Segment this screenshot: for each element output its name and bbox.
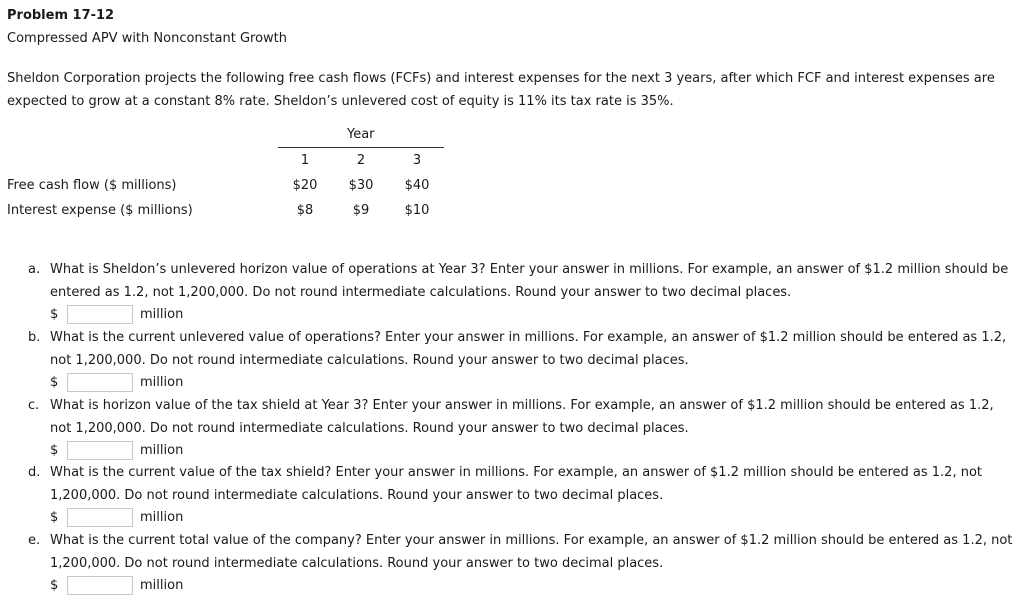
answer-e-input[interactable] [67, 576, 133, 595]
currency-symbol: $ [50, 375, 59, 390]
unit-label: million [140, 375, 184, 390]
problem-subtitle: Compressed APV with Nonconstant Growth [7, 31, 288, 46]
question-text: What is Sheldon’s unlevered horizon value of operations at Year 3? Enter your answer in millions. For example, an answer of $1.2 million should be entered as 1.2, not 1,200,000. Do not round intermediate calculations. Round your answer to two decimal places. [50, 262, 1009, 300]
year-column-1: 1 [300, 153, 310, 168]
fcf-year-2: $30 [348, 178, 374, 193]
currency-symbol: $ [50, 443, 59, 458]
answer-a-input[interactable] [67, 305, 133, 324]
fcf-year-3: $40 [404, 178, 430, 193]
unit-label: million [140, 307, 184, 322]
interest-year-3: $10 [404, 203, 430, 218]
question-letter: c. [28, 398, 40, 413]
unit-label: million [140, 510, 184, 525]
interest-year-1: $8 [296, 203, 314, 218]
problem-intro: Sheldon Corporation projects the following free cash flows (FCFs) and interest expenses for the next 3 years, after which FCF and interest expenses are expected to grow at a constant 8% rate. Sheldon’s unlevered cost of equity is 11% its tax rate is 35%. [7, 71, 995, 109]
answer-c-input[interactable] [67, 441, 133, 460]
table-divider [278, 147, 444, 148]
question-letter: a. [28, 262, 41, 277]
question-text: What is horizon value of the tax shield at Year 3? Enter your answer in millions. For example, an answer of $1.2 million should be entered as 1.2, not 1,200,000. Do not round intermediate calculations. Round your answer to two decimal places. [50, 398, 994, 436]
currency-symbol: $ [50, 307, 59, 322]
question-text: What is the current value of the tax shield? Enter your answer in millions. For example, an answer of $1.2 million should be entered as 1.2, not 1,200,000. Do not round intermediate calculations. Round your answer to two decimal places. [50, 465, 983, 503]
question-letter: b. [28, 330, 41, 345]
problem-title: Problem 17-12 [7, 8, 115, 23]
year-column-3: 3 [412, 153, 422, 168]
currency-symbol: $ [50, 578, 59, 593]
interest-row-label: Interest expense ($ millions) [7, 203, 193, 218]
question-text: What is the current total value of the company? Enter your answer in millions. For example, an answer of $1.2 million should be entered as 1.2, not 1,200,000. Do not round intermediate calculations. Round your answer to two decimal places. [50, 533, 1013, 571]
currency-symbol: $ [50, 510, 59, 525]
question-text: What is the current unlevered value of operations? Enter your answer in millions. For example, an answer of $1.2 million should be entered as 1.2, not 1,200,000. Do not round intermediate calculations. Round your answer to two decimal places. [50, 330, 1007, 368]
answer-b-input[interactable] [67, 373, 133, 392]
unit-label: million [140, 578, 184, 593]
question-letter: e. [28, 533, 41, 548]
question-letter: d. [28, 465, 41, 480]
answer-d-input[interactable] [67, 508, 133, 527]
interest-year-2: $9 [352, 203, 370, 218]
fcf-row-label: Free cash flow ($ millions) [7, 178, 177, 193]
fcf-year-1: $20 [292, 178, 318, 193]
year-column-2: 2 [356, 153, 366, 168]
unit-label: million [140, 443, 184, 458]
year-header: Year [347, 127, 375, 142]
